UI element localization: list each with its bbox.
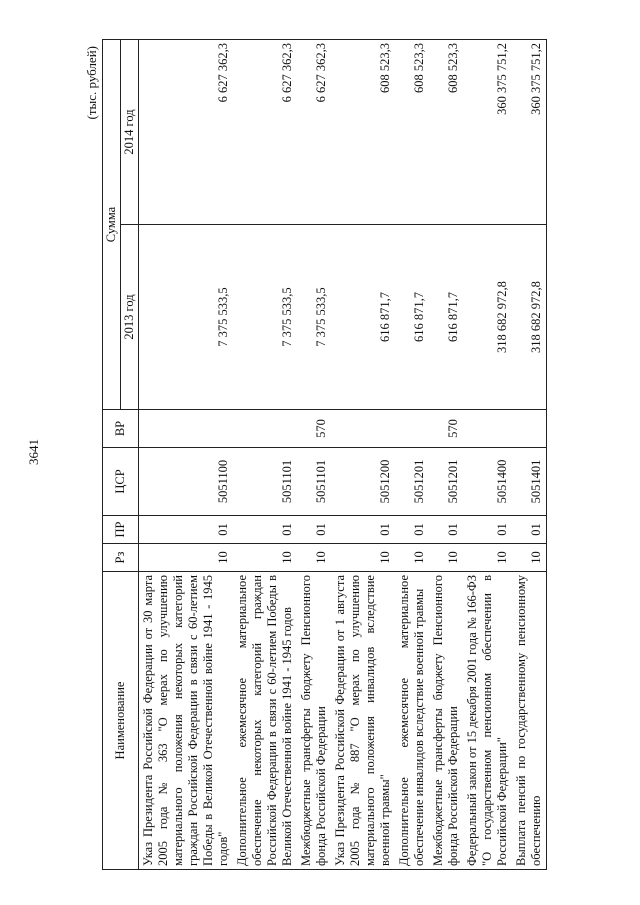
header-rz: Рз (103, 544, 139, 572)
table-row (139, 40, 234, 870)
table-row (429, 40, 463, 870)
row-amount-2013: 318 682 972,8 (463, 225, 512, 410)
budget-table (102, 39, 547, 870)
row-csr: 5051201 (429, 448, 463, 516)
rotated-page-content (84, 40, 564, 870)
row-rz: 10 (297, 544, 331, 572)
header-vr: ВР (103, 410, 139, 448)
row-vr (463, 410, 512, 448)
row-pr: 01 (139, 516, 234, 544)
row-vr (331, 410, 395, 448)
row-amount-2013: 7 375 533,5 (139, 225, 234, 410)
row-vr (395, 410, 429, 448)
row-amount-2014: 6 627 362,3 (233, 40, 297, 225)
row-pr: 01 (331, 516, 395, 544)
row-csr: 5051201 (395, 448, 429, 516)
row-rz: 10 (463, 544, 512, 572)
row-pr: 01 (512, 516, 547, 544)
header-name: Наименование (103, 572, 139, 870)
row-name: Дополнительное ежемесячное материальное обеспечение инвалидов вследствие военной травмы (395, 572, 429, 870)
units-label: (тыс. рублей) (84, 46, 99, 120)
row-csr: 5051200 (331, 448, 395, 516)
row-amount-2014: 608 523,3 (331, 40, 395, 225)
table-row (395, 40, 429, 870)
row-amount-2014: 360 375 751,2 (463, 40, 512, 225)
row-vr: 570 (429, 410, 463, 448)
header-year-2013: 2013 год (121, 225, 139, 410)
row-csr: 5051400 (463, 448, 512, 516)
row-amount-2013: 7 375 533,5 (233, 225, 297, 410)
row-amount-2013: 318 682 972,8 (512, 225, 547, 410)
table-row (512, 40, 547, 870)
row-name: Дополнительное ежемесячное материальное обеспечение некоторых категорий граждан Российской Федерации в связи с 60-летием Победы в Великой Отечественной войне 1941 - 1945 годов (233, 572, 297, 870)
row-amount-2014: 360 375 751,2 (512, 40, 547, 225)
row-amount-2013: 616 871,7 (395, 225, 429, 410)
row-name: Указ Президента Российской Федерации от 30 марта 2005 года № 363 "О мерах по улучшению материального положения некоторых категорий граждан Российской Федерации в связи с 60-летием Победы в Великой Отечественной войне 1941 - 1945 годов" (139, 572, 234, 870)
row-rz: 10 (395, 544, 429, 572)
row-rz: 10 (429, 544, 463, 572)
table-row (297, 40, 331, 870)
table-row (233, 40, 297, 870)
row-csr: 5051101 (297, 448, 331, 516)
row-csr: 5051401 (512, 448, 547, 516)
row-vr (233, 410, 297, 448)
row-amount-2013: 7 375 533,5 (297, 225, 331, 410)
row-name: Указ Президента Российской Федерации от 1 августа 2005 года № 887 "О мерах по улучшению материального положения инвалидов вследствие военной травмы" (331, 572, 395, 870)
row-pr: 01 (233, 516, 297, 544)
table-row (331, 40, 395, 870)
row-amount-2013: 616 871,7 (331, 225, 395, 410)
row-rz: 10 (512, 544, 547, 572)
row-pr: 01 (297, 516, 331, 544)
row-pr: 01 (463, 516, 512, 544)
table-header (103, 40, 139, 870)
header-sum: Сумма (103, 40, 121, 410)
header-pr: ПР (103, 516, 139, 544)
row-vr (139, 410, 234, 448)
row-vr: 570 (297, 410, 331, 448)
row-amount-2014: 608 523,3 (429, 40, 463, 225)
row-csr: 5051101 (233, 448, 297, 516)
header-csr: ЦСР (103, 448, 139, 516)
page-number: 3641 (26, 439, 41, 465)
table-body (139, 40, 547, 870)
table-row (463, 40, 512, 870)
row-name: Межбюджетные трансферты бюджету Пенсионного фонда Российской Федерации (429, 572, 463, 870)
row-amount-2014: 608 523,3 (395, 40, 429, 225)
row-name: Межбюджетные трансферты бюджету Пенсионного фонда Российской Федерации (297, 572, 331, 870)
row-pr: 01 (395, 516, 429, 544)
row-vr (512, 410, 547, 448)
row-name: Выплата пенсий по государственному пенсионному обеспечению (512, 572, 547, 870)
row-rz: 10 (331, 544, 395, 572)
row-amount-2014: 6 627 362,3 (139, 40, 234, 225)
row-pr: 01 (429, 516, 463, 544)
row-rz: 10 (233, 544, 297, 572)
row-amount-2013: 616 871,7 (429, 225, 463, 410)
header-year-2014: 2014 год (121, 40, 139, 225)
row-csr: 5051100 (139, 448, 234, 516)
row-rz: 10 (139, 544, 234, 572)
row-amount-2014: 6 627 362,3 (297, 40, 331, 225)
row-name: Федеральный закон от 15 декабря 2001 года № 166-ФЗ "О государственном пенсионном обеспечении в Российской Федерации" (463, 572, 512, 870)
